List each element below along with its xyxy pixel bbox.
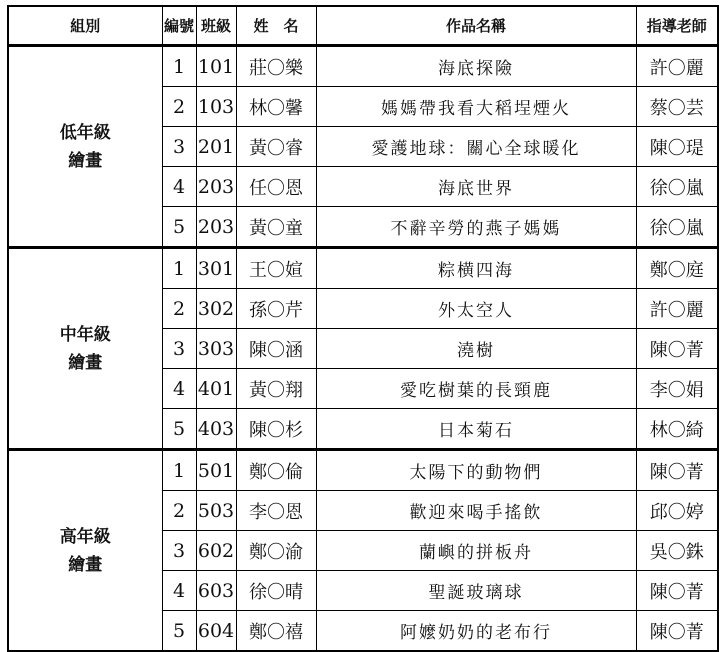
student-name-cell: 黃〇睿 [236,127,316,167]
work-title-cell: 澆樹 [316,329,636,369]
group-cell [8,248,162,450]
group-label-line1: 中年級 [59,324,111,345]
group-label-line2: 繪畫 [68,352,103,373]
work-title-cell: 歡迎來喝手搖飲 [316,491,636,531]
student-name-cell: 鄭〇渝 [236,531,316,571]
teacher-cell: 李〇娟 [636,369,718,409]
class-cell: 203 [196,207,236,248]
teacher-cell: 許〇麗 [636,289,718,329]
table-row [8,450,718,491]
number-cell: 3 [162,329,196,369]
teacher-cell: 許〇麗 [636,46,718,87]
class-cell: 401 [196,369,236,409]
group-cell [8,46,162,248]
work-title-cell: 媽媽帶我看大稻埕煙火 [316,87,636,127]
number-cell: 4 [162,369,196,409]
student-name-cell: 徐〇晴 [236,571,316,611]
work-title-cell: 蘭嶼的拼板舟 [316,531,636,571]
number-cell: 2 [162,289,196,329]
teacher-cell: 陳〇菁 [636,329,718,369]
number-cell: 2 [162,87,196,127]
work-title-cell: 不辭辛勞的燕子媽媽 [316,207,636,248]
class-cell: 602 [196,531,236,571]
teacher-cell: 徐〇嵐 [636,167,718,207]
group-cell [8,450,162,652]
work-title-cell: 海底探險 [316,46,636,87]
teacher-cell: 徐〇嵐 [636,207,718,248]
student-name-cell: 陳〇杉 [236,409,316,450]
work-title-cell: 日本菊石 [316,409,636,450]
header-group: 組別 [8,6,162,46]
header-class: 班級 [196,6,236,46]
class-cell: 303 [196,329,236,369]
class-cell: 203 [196,167,236,207]
work-title-cell: 阿嬤奶奶的老布行 [316,611,636,652]
teacher-cell: 吳〇銖 [636,531,718,571]
teacher-cell: 陳〇菁 [636,571,718,611]
teacher-cell: 邱〇婷 [636,491,718,531]
student-name-cell: 陳〇涵 [236,329,316,369]
class-cell: 101 [196,46,236,87]
group-label-line2: 繪畫 [68,554,103,575]
student-name-cell: 李〇恩 [236,491,316,531]
class-cell: 604 [196,611,236,652]
group-label-line1: 高年級 [59,526,111,547]
student-name-cell: 鄭〇倫 [236,450,316,491]
header-name: 姓 名 [236,6,316,46]
number-cell: 5 [162,409,196,450]
class-cell: 603 [196,571,236,611]
class-cell: 301 [196,248,236,289]
group-label-line2: 繪畫 [68,150,103,171]
work-title-cell: 太陽下的動物們 [316,450,636,491]
student-name-cell: 黃〇翔 [236,369,316,409]
header-teacher: 指導老師 [636,6,718,46]
number-cell: 5 [162,611,196,652]
header-number: 編號 [162,6,196,46]
teacher-cell: 鄭〇庭 [636,248,718,289]
class-cell: 503 [196,491,236,531]
teacher-cell: 林〇綺 [636,409,718,450]
class-cell: 103 [196,87,236,127]
student-name-cell: 孫〇芹 [236,289,316,329]
number-cell: 1 [162,46,196,87]
number-cell: 1 [162,248,196,289]
student-name-cell: 王〇媗 [236,248,316,289]
work-title-cell: 外太空人 [316,289,636,329]
student-name-cell: 任〇恩 [236,167,316,207]
awards-table [7,5,719,652]
work-title-cell: 海底世界 [316,167,636,207]
class-cell: 403 [196,409,236,450]
header-title: 作品名稱 [316,6,636,46]
number-cell: 1 [162,450,196,491]
work-title-cell: 愛吃樹葉的長頸鹿 [316,369,636,409]
group-label-line1: 低年級 [59,122,111,143]
work-title-cell: 粽横四海 [316,248,636,289]
table-row [8,46,718,87]
number-cell: 4 [162,571,196,611]
student-name-cell: 莊〇樂 [236,46,316,87]
teacher-cell: 陳〇菁 [636,450,718,491]
teacher-cell: 蔡〇芸 [636,87,718,127]
class-cell: 201 [196,127,236,167]
class-cell: 302 [196,289,236,329]
number-cell: 4 [162,167,196,207]
number-cell: 2 [162,491,196,531]
student-name-cell: 鄭〇禧 [236,611,316,652]
number-cell: 3 [162,127,196,167]
number-cell: 5 [162,207,196,248]
teacher-cell: 陳〇瑅 [636,127,718,167]
class-cell: 501 [196,450,236,491]
table-row [8,248,718,289]
number-cell: 3 [162,531,196,571]
student-name-cell: 林〇馨 [236,87,316,127]
header-row [8,6,718,46]
work-title-cell: 愛護地球：關心全球暖化 [316,127,636,167]
teacher-cell: 陳〇菁 [636,611,718,652]
student-name-cell: 黃〇童 [236,207,316,248]
work-title-cell: 聖誕玻璃球 [316,571,636,611]
